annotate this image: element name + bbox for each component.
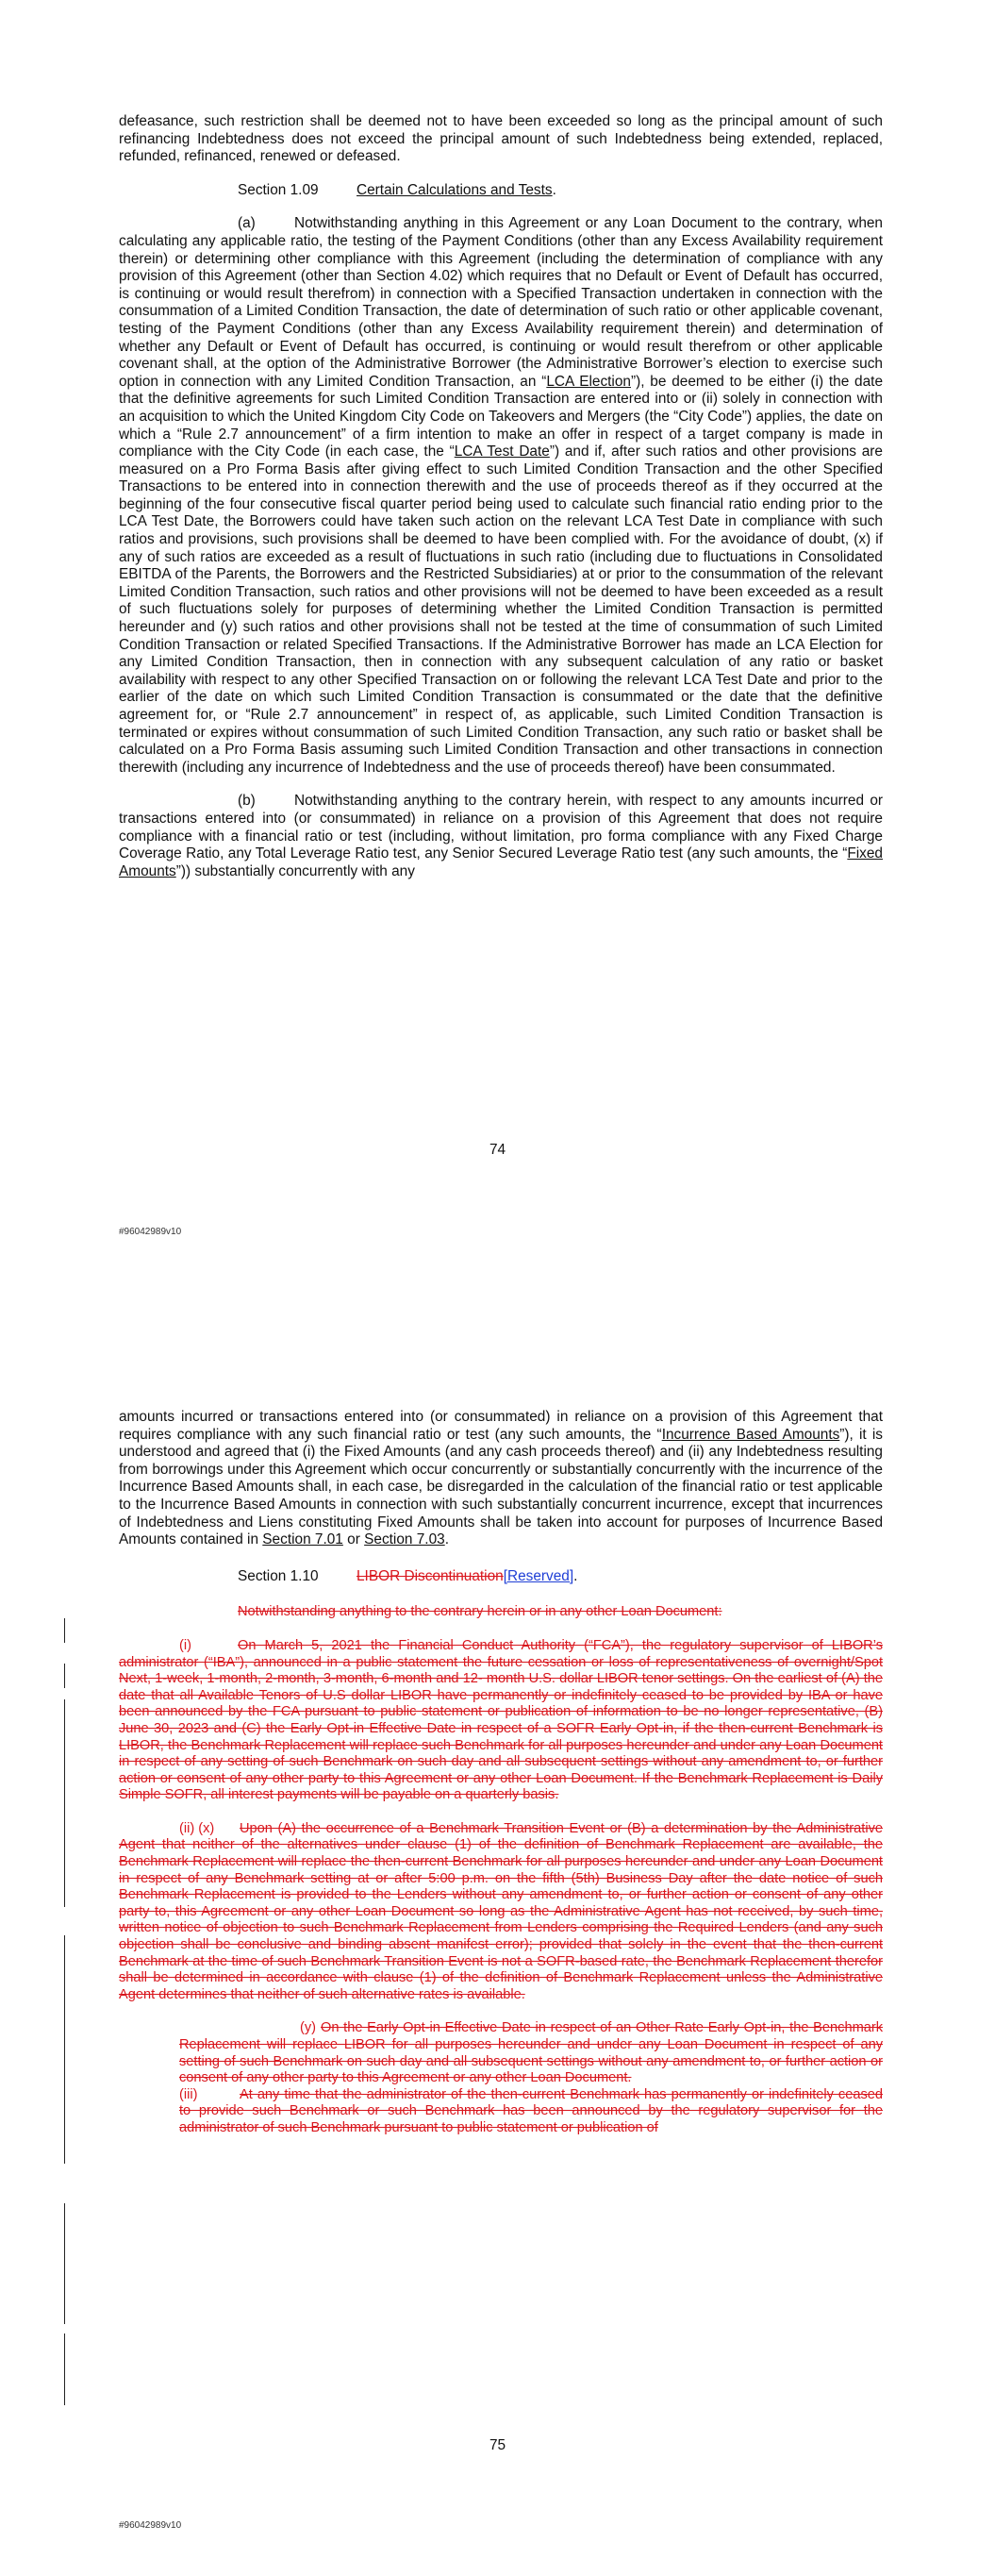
change-bar <box>64 1664 65 1688</box>
section-1-09-heading: Section 1.09 Certain Calculations and Tests. <box>238 181 556 198</box>
continued-paragraph: defeasance, such restriction shall be deemed not to have been exceeded so long as the principal amount of such refinancing Indebtedness does not exceed the principal amount of such Indebtedness being extended, replaced, refunded, refinanced, renewed or defeased. <box>119 113 883 165</box>
document-id: #96042989v10 <box>119 2520 182 2531</box>
defined-term-incurrence-based-amounts: Incurrence Based Amounts <box>661 1426 840 1443</box>
section-1-10-heading: Section 1.10 LIBOR Discontinuation[Reserved]. <box>238 1567 578 1584</box>
deleted-section-title: LIBOR Discontinuation <box>357 1567 504 1584</box>
paragraph-a-label: (a) <box>238 215 256 232</box>
deleted-clause-iii: (iii) At any time that the administrator of the then-current Benchmark has permanently or indefinitely ceased to provide such Benchmark or such Benchmark has been announced by the regulatory supervisor for the administrator of such Benchmark pursuant to public statement or publication of <box>179 2086 883 2135</box>
clause-i-label: (i) <box>179 1637 191 1653</box>
change-bar <box>64 2333 65 2405</box>
change-bar <box>64 1935 65 2164</box>
clause-iii-label: (iii) <box>179 2086 198 2102</box>
defined-term-lca-election: LCA Election <box>546 373 631 390</box>
defined-term-lca-test-date: LCA Test Date <box>454 443 550 460</box>
section-title: Certain Calculations and Tests <box>357 181 553 198</box>
section-number: Section 1.09 <box>238 181 319 198</box>
paragraph-b-label: (b) <box>238 793 256 810</box>
cross-reference-7-01: Section 7.01 <box>262 1531 343 1548</box>
page-number: 75 <box>489 2437 506 2453</box>
page-75 <box>0 1288 995 2576</box>
page-74-body <box>119 113 883 880</box>
deleted-clause-i: (i) On March 5, 2021 the Financial Conduct Authority (“FCA”), the regulatory supervisor of LIBOR’s administrator (“IBA”), announced in a public statement the future cessation or loss of representativeness of overnight/Spot Next, 1-week, 1-month, 2-month, 3-month, 6-month and 12- month U.S. dollar LIBOR tenor settings. On the earliest of (A) the date that all Available Tenors of U.S dollar LIBOR have permanently or indefinitely ceased to be provided by IBA or have been announced by the FCA pursuant to public statement or publication of information to be no longer representative, (B) June 30, 2023 and (C) the Early Opt-in Effective Date in respect of a SOFR Early Opt-in, if the then-current Benchmark is LIBOR, the Benchmark Replacement will replace such Benchmark for all purposes hereunder and under any Loan Document in respect of any setting of such Benchmark on such day and all subsequent settings without any amendment to, or further action or consent of any other party to this Agreement or any other Loan Document. If the Benchmark Replacement is Daily Simple SOFR, all interest payments will be payable on a quarterly basis. <box>119 1637 883 1803</box>
defined-term-fixed-amounts: Fixed Amounts <box>119 845 883 879</box>
inserted-section-title: [Reserved] <box>503 1567 574 1584</box>
deleted-intro: Notwithstanding anything to the contrary herein or in any other Loan Document: <box>238 1604 722 1620</box>
cross-reference-7-03: Section 7.03 <box>364 1531 445 1548</box>
clause-y-label: (y) <box>300 2020 317 2036</box>
deleted-text-block <box>119 1604 883 2136</box>
paragraph-b: (b) Notwithstanding anything to the contrary herein, with respect to any amounts incurred or transactions entered into (or consummated) in reliance on a provision of this Agreement that does not require compliance with a financial ratio or test (including, without limitation, pro forma compliance with any Fixed Charge Coverage Ratio, any Total Leverage Ratio test, any Senior Secured Leverage Ratio test (any such amounts, the “Fixed Amounts”)) substantially concurrently with any <box>119 793 883 879</box>
change-bar <box>64 1699 65 1907</box>
clause-ii-label: (ii) (x) <box>179 1820 215 1836</box>
document-id: #96042989v10 <box>119 1227 182 1237</box>
change-bar <box>64 2203 65 2324</box>
deleted-clause-y: (y) On the Early Opt-in Effective Date in respect of an Other Rate Early Opt-in, the Benchmark Replacement will replace LIBOR for all purposes hereunder and under any Loan Document in respect of any setting of such Benchmark on such day and all subsequent settings without any amendment to, or further action or consent of any other party to this Agreement or any other Loan Document. <box>179 2020 883 2086</box>
change-bar <box>64 1618 65 1643</box>
paragraph-a: (a) Notwithstanding anything in this Agreement or any Loan Document to the contrary, when calculating any applicable ratio, the testing of the Payment Conditions (other than any Excess Availability requirement therein) or determining other compliance with this Agreement (including the determination of compliance with any provision of this Agreement (other than Section 4.02) which requires that no Default or Event of Default has occurred, is continuing or would result therefrom) in connection with a Specified Transaction undertaken in connection with the consummation of a Limited Condition Transaction, the date of determination of such ratio or other applicable covenant, testing of the Payment Conditions (other than any Excess Availability requirement therein) and determination of whether any Default or Event of Default has occurred, is continuing or would result therefrom or other applicable covenant shall, at the option of the Administrative Borrower (the Administrative Borrower’s election to exercise such option in connection with any Limited Condition Transaction, an “LCA Election”), be deemed to be either (i) the date that the definitive agreements for such Limited Condition Transaction are entered into or (ii) solely in connection with an acquisition to which the United Kingdom City Code on Takeovers and Mergers (the “City Code”) applies, the date on which a “Rule 2.7 announcement” of a firm intention to make an offer in respect of a target company is made in compliance with the City Code (in each case, the “LCA Test Date”) and if, after such ratios and other provisions are measured on a Pro Forma Basis after giving effect to such Limited Condition Transaction and the other Specified Transactions to be entered into in connection therewith and the use of proceeds thereof as if they occurred at the beginning of the four consecutive fiscal quarter period being used to calculate such financial ratio ending prior to the LCA Test Date, the Borrowers could have taken such action on the relevant LCA Test Date in compliance with such ratios and provisions, such provisions shall be deemed to have been complied with. For the avoidance of doubt, (x) if any of such ratios are exceeded as a result of fluctuations in such ratio (including due to fluctuations in Consolidated EBITDA of the Parents, the Borrowers and the Restricted Subsidiaries) at or prior to the consummation of the relevant Limited Condition Transaction, such ratios and other provisions will not be deemed to have been exceeded as a result of such fluctuations solely for purposes of determining whether the Limited Condition Transaction is permitted hereunder and (y) such ratios and other provisions shall not be tested at the time of consummation of such Limited Condition Transaction or related Specified Transactions. If the Administrative Borrower has made an LCA Election for any Limited Condition Transaction, then in connection with any subsequent calculation of any ratio or basket availability with respect to any other Specified Transaction on or following the relevant LCA Test Date and prior to the earlier of the date on which such Limited Condition Transaction is consummated or the date that the definitive agreement for, or “Rule 2.7 announcement” in respect of, as applicable, such Limited Condition Transaction is terminated or expires without consummation of such Limited Condition Transaction, any such ratio or basket shall be calculated on a Pro Forma Basis assuming such Limited Condition Transaction and other transactions in connection therewith (including any incurrence of Indebtedness and the use of proceeds thereof) have been consummated. <box>119 215 884 776</box>
deleted-clause-ii: (ii) (x) Upon (A) the occurrence of a Benchmark Transition Event or (B) a determination by the Administrative Agent that neither of the alternatives under clause (1) of the definition of Benchmark Replacement are available, the Benchmark Replacement will replace the then-current Benchmark for all purposes hereunder and under any Loan Document in respect of any Benchmark setting at or after 5:00 p.m. on the fifth (5th) Business Day after the date notice of such Benchmark Replacement is provided to the Lenders without any amendment to, or further action or consent of any other party to, this Agreement or any other Loan Document so long as the Administrative Agent has not received, by such time, written notice of objection to such Benchmark Replacement from Lenders comprising the Required Lenders (and any such objection shall be conclusive and binding absent manifest error); provided that solely in the event that the then-current Benchmark at the time of such Benchmark Transition Event is not a SOFR-based rate, the Benchmark Replacement therefor shall be determined in accordance with clause (1) of the definition of Benchmark Replacement unless the Administrative Agent determines that neither of such alternative rates is available. <box>119 1820 883 2002</box>
section-number: Section 1.10 <box>238 1567 319 1584</box>
continued-paragraph: amounts incurred or transactions entered into (or consummated) in reliance on a provision of this Agreement that requires compliance with any such financial ratio or test (any such amounts, the “Incurrence Based Amounts”), it is understood and agreed that (i) the Fixed Amounts (and any cash proceeds thereof) and (ii) any Indebtedness resulting from borrowings under this Agreement which occur concurrently or substantially concurrently with the incurrence of the Incurrence Based Amounts shall, in each case, be disregarded in the calculation of the financial ratio or test applicable to the Incurrence Based Amounts in connection with such substantially concurrent incurrence, except that incurrences of Indebtedness and Liens constituting Fixed Amounts shall be taken into account for purposes of Incurrence Based Amounts contained in Section 7.01 or Section 7.03. <box>119 1409 883 1548</box>
page-number: 74 <box>489 1142 506 1158</box>
page-75-body <box>119 1409 883 2137</box>
